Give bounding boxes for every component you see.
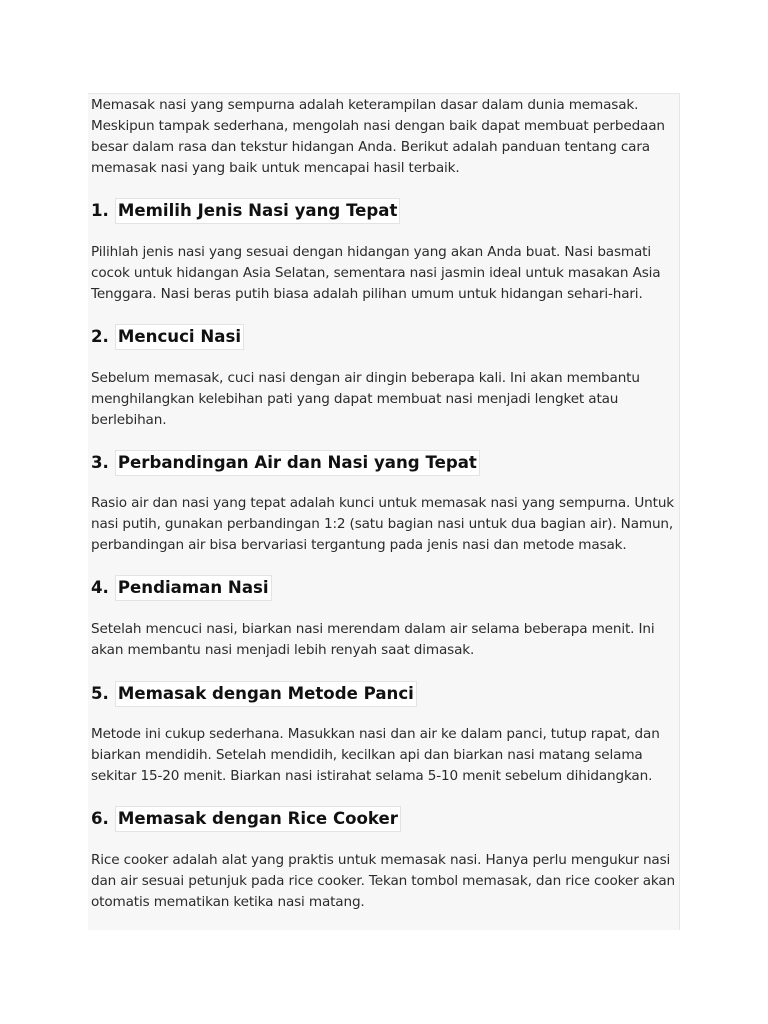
section-heading-4 <box>91 575 272 601</box>
section-body-1: Pilihlah jenis nasi yang sesuai dengan hidangan yang akan Anda buat. Nasi basmati cocok untuk hidangan Asia Selatan, sementara nasi jasmin ideal untuk masakan Asia Tenggara. Nasi beras putih biasa adalah pilihan umum untuk hidangan sehari-hari. <box>91 244 661 302</box>
section-title: Memilih Jenis Nasi yang Tepat <box>115 198 401 224</box>
section-title: Mencuci Nasi <box>115 324 244 350</box>
intro-paragraph: Memasak nasi yang sempurna adalah keterampilan dasar dalam dunia memasak. Meskipun tampak sederhana, mengolah nasi dengan baik dapat membuat perbedaan besar dalam rasa dan tekstur hidangan Anda. Berikut adalah panduan tentang cara memasak nasi yang baik untuk mencapai hasil terbaik. <box>91 97 665 176</box>
section-title: Perbandingan Air dan Nasi yang Tepat <box>115 450 480 476</box>
section-number: 6. <box>91 809 109 828</box>
section-body-4: Setelah mencuci nasi, biarkan nasi merendam dalam air selama beberapa menit. Ini akan membantu nasi menjadi lebih renyah saat dimasak. <box>91 621 655 658</box>
section-number: 1. <box>91 201 109 220</box>
section-heading-1 <box>91 198 400 224</box>
section-body-2: Sebelum memasak, cuci nasi dengan air dingin beberapa kali. Ini akan membantu menghilangkan kelebihan pati yang dapat membuat nasi menjadi lengket atau berlebihan. <box>91 370 640 428</box>
section-number: 3. <box>91 453 109 472</box>
section-number: 4. <box>91 578 109 597</box>
section-heading-5 <box>91 681 417 707</box>
section-body-6: Rice cooker adalah alat yang praktis untuk memasak nasi. Hanya perlu mengukur nasi dan air sesuai petunjuk pada rice cooker. Tekan tombol memasak, dan rice cooker akan otomatis mematikan ketika nasi matang. <box>91 852 676 910</box>
section-body-5: Metode ini cukup sederhana. Masukkan nasi dan air ke dalam panci, tutup rapat, dan biarkan mendidih. Setelah mendidih, kecilkan api dan biarkan nasi matang selama sekitar 15-20 menit. Biarkan nasi istirahat selama 5-10 menit sebelum dihidangkan. <box>91 726 660 784</box>
section-heading-6 <box>91 806 401 832</box>
section-title: Memasak dengan Metode Panci <box>115 681 417 707</box>
section-number: 5. <box>91 684 109 703</box>
section-title: Memasak dengan Rice Cooker <box>115 806 401 832</box>
section-heading-2 <box>91 324 244 350</box>
section-number: 2. <box>91 327 109 346</box>
section-body-3: Rasio air dan nasi yang tepat adalah kunci untuk memasak nasi yang sempurna. Untuk nasi putih, gunakan perbandingan 1:2 (satu bagian nasi untuk dua bagian air). Namun, perbandingan air bisa bervariasi tergantung pada jenis nasi dan metode masak. <box>91 495 675 553</box>
article <box>88 93 680 930</box>
section-title: Pendiaman Nasi <box>115 575 272 601</box>
section-heading-3 <box>91 450 480 476</box>
